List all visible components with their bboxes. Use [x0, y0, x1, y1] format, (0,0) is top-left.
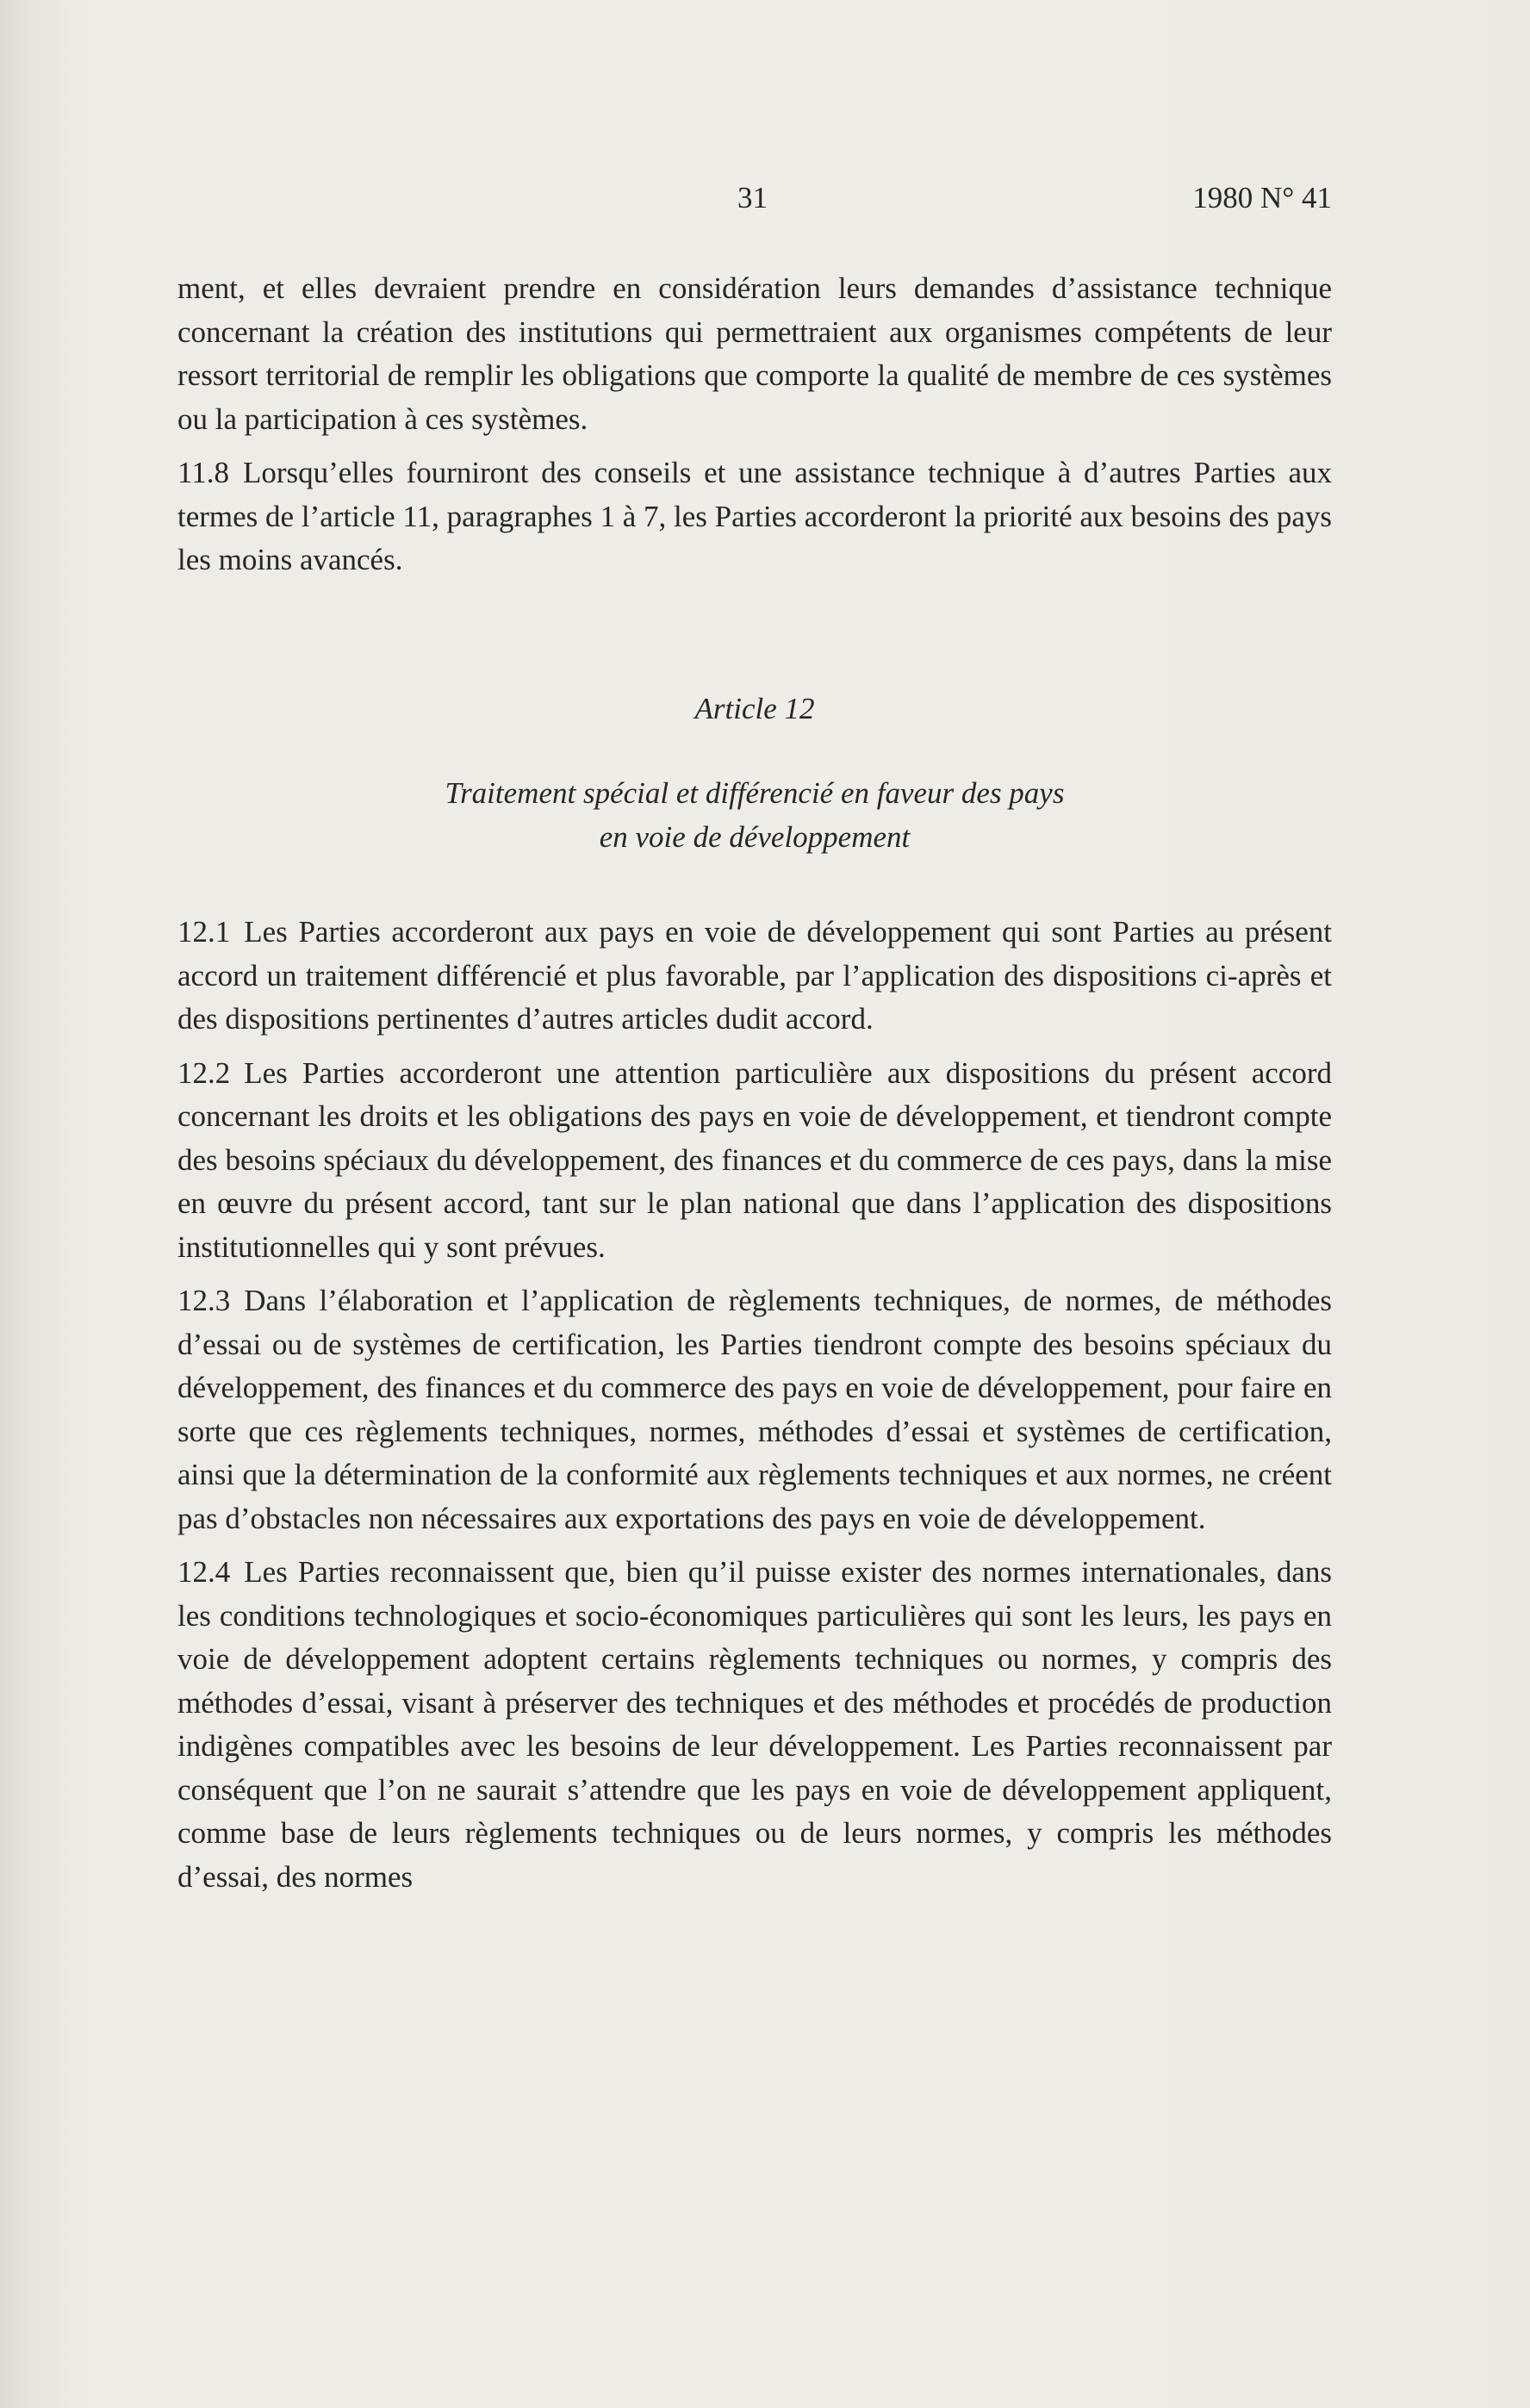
paragraph-12-4	[177, 1551, 1332, 1899]
paragraph-text: Dans l’élaboration et l’application de règlements techniques, de normes, de méthodes d’essai ou de systèmes de certification, les Parties tiendront compte des besoins spéciaux du développement, des finances et du commerce des pays en voie de développement, pour faire en sorte que ces règlements techniques, normes, méthodes d’essai et systèmes de certification, ainsi que la détermination de la conformité aux règlements techniques et aux normes, ne créent pas d’obstacles non nécessaires aux exportations des pays en voie de développement.	[177, 1284, 1332, 1535]
paragraph-11-8	[177, 451, 1332, 582]
paragraph-text: Les Parties reconnaissent que, bien qu’il puisse exister des normes internationales, dans les conditions technologiques et socio-économiques particulières qui sont les leurs, les pays en voie de développement adoptent certains règlements techniques ou normes, y compris des méthodes d’essai, visant à préserver des techniques et des méthodes et procédés de production indigènes compatibles avec les besoins de leur développement. Les Parties reconnaissent par conséquent que l’on ne saurait s’attendre que les pays en voie de développement appliquent, comme base de leurs règlements techniques ou de leurs normes, y compris les méthodes d’essai, des normes	[177, 1555, 1332, 1894]
paragraph-number: 12.2	[177, 1055, 231, 1090]
paragraph-12-1	[177, 911, 1332, 1042]
page-number: 31	[737, 181, 768, 215]
article-title	[177, 772, 1332, 859]
intro-paragraph: ment, et elles devraient prendre en considération leurs demandes d’assistance technique concernant la création des institutions qui permettraient aux organismes compétents de leur ressort territorial de remplir les obligations que comporte la qualité de membre de ces systèmes ou la participation à ces systèmes.	[177, 271, 1332, 436]
paragraph-text: Lorsqu’elles fourniront des conseils et une assistance technique à d’autres Parties aux termes de l’article 11, paragraphes 1 à 7, les Parties accorderont la priorité aux besoins des pays les moins avancés.	[177, 456, 1332, 576]
paragraph-text: Les Parties accorderont une attention particulière aux dispositions du présent accord concernant les droits et les obligations des pays en voie de développement, et tiendront compte des besoins spéciaux du développement, des finances et du commerce de ces pays, dans la mise en œuvre du présent accord, tant sur le plan national que dans l’application des dispositions institutionnelles qui y sont prévues.	[177, 1055, 1332, 1264]
paragraph-number: 12.3	[177, 1284, 231, 1317]
paragraph-12-3	[177, 1279, 1332, 1540]
paragraph-text: Les Parties accorderont aux pays en voie de développement qui sont Parties au présent accord un traitement différencié et plus favorable, par l’application des dispositions ci-après et des dispositions pertinentes d’autres articles dudit accord.	[177, 915, 1332, 1036]
article-title-line-2: en voie de développement	[599, 819, 911, 854]
article-number: Article 12	[694, 691, 815, 725]
document-reference: 1980 N° 41	[1192, 181, 1332, 215]
paragraph-number: 11.8	[177, 456, 229, 489]
paragraph-12-2	[177, 1052, 1332, 1270]
paragraph-number: 12.4	[177, 1555, 231, 1589]
document-body	[177, 267, 1332, 1909]
paragraph-number: 12.1	[177, 915, 231, 949]
article-title-line-1: Traitement spécial et différencié en faveur des pays	[445, 776, 1065, 810]
page-header	[177, 181, 1332, 227]
